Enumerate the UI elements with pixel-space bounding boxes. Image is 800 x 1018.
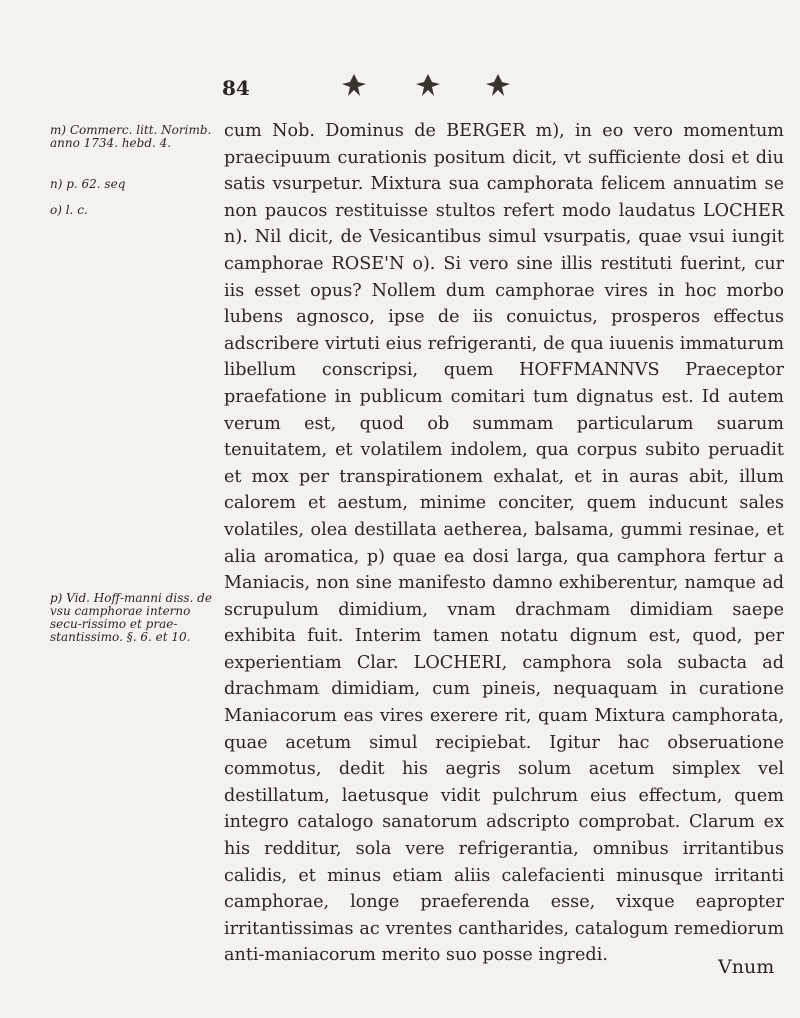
ornament-3-icon xyxy=(484,72,512,98)
ornament-1-icon xyxy=(340,72,368,98)
margin-note: p) Vid. Hoff-manni diss. de vsu camphorae interno secu-rissimo et prae-stantissimo. §. 6. et 10. xyxy=(50,591,212,644)
margin-note: m) Commerc. litt. Norimb. anno 1734. hebd. 4. xyxy=(50,123,212,150)
margin-note: n) p. 62. seq xyxy=(50,177,126,191)
page-number: 84 xyxy=(222,76,250,100)
catchword: Vnum xyxy=(718,956,775,978)
margin-note: o) l. c. xyxy=(50,203,88,217)
body-text xyxy=(224,118,784,969)
ornament-2-icon xyxy=(414,72,442,98)
paragraph: cum Nob. Dominus de BERGER m), in eo vero momentum praecipuum curationis positum dicit, vt sufficiente dosi et diu satis vsurpetur. Mixtura sua camphorata felicem annuatim se non paucos restituisse stultos refert modo laudatus LOCHER n). Nil dicit, de Vesicantibus simul vsurpatis, quae vsui iungit camphorae ROSE'N o). Si vero sine illis restituti fuerint, cur iis esset opus? Nollem dum camphorae vires in hoc morbo lubens agnosco, ipse de iis conuictus, prosperos effectus adscribere virtuti eius refrigeranti, de qua iuuenis immaturum libellum conscripsi, quem HOFFMANNVS Praeceptor praefatione in publicum comitari tum dignatus est. Id autem verum est, quod ob summam particularum suarum tenuitatem, et volatilem indolem, qua corpus subito peruadit et mox per transpirationem exhalat, et in auras abit, illum calorem et aestum, minime conciter, quem inducunt sales volatiles, olea destillata aetherea, balsama, gummi resinae, et alia aromatica, p) quae ea dosi larga, qua camphora fertur a Maniacis, non sine manifesto damno exhiberentur, namque ad scrupulum dimidium, vnam drachmam dimidiam saepe exhibita fuit. Interim tamen notatu dignum est, quod, per experientiam Clar. LOCHERI, camphora sola subacta ad drachmam dimidiam, cum pineis, nequaquam in curatione Maniacorum eas vires exerere rit, quam Mixtura camphorata, quae acetum simul recipiebat. Igitur hac obseruatione commotus, dedit his aegris solum acetum simplex vel destillatum, laetusque vidit pulchrum eius effectum, quem integro catalogo sanatorum adscripto comprobat. Clarum ex his redditur, sola vere refrigerantia, omnibus irritantibus calidis, et minus etiam aliis calefacienti minusque irritanti camphorae, longe praeferenda esse, vixque eapropter irritantissimas ac vrentes cantharides, catalogum remediorum anti-maniacorum merito suo posse ingredi. xyxy=(224,121,784,966)
page-header xyxy=(0,68,800,108)
